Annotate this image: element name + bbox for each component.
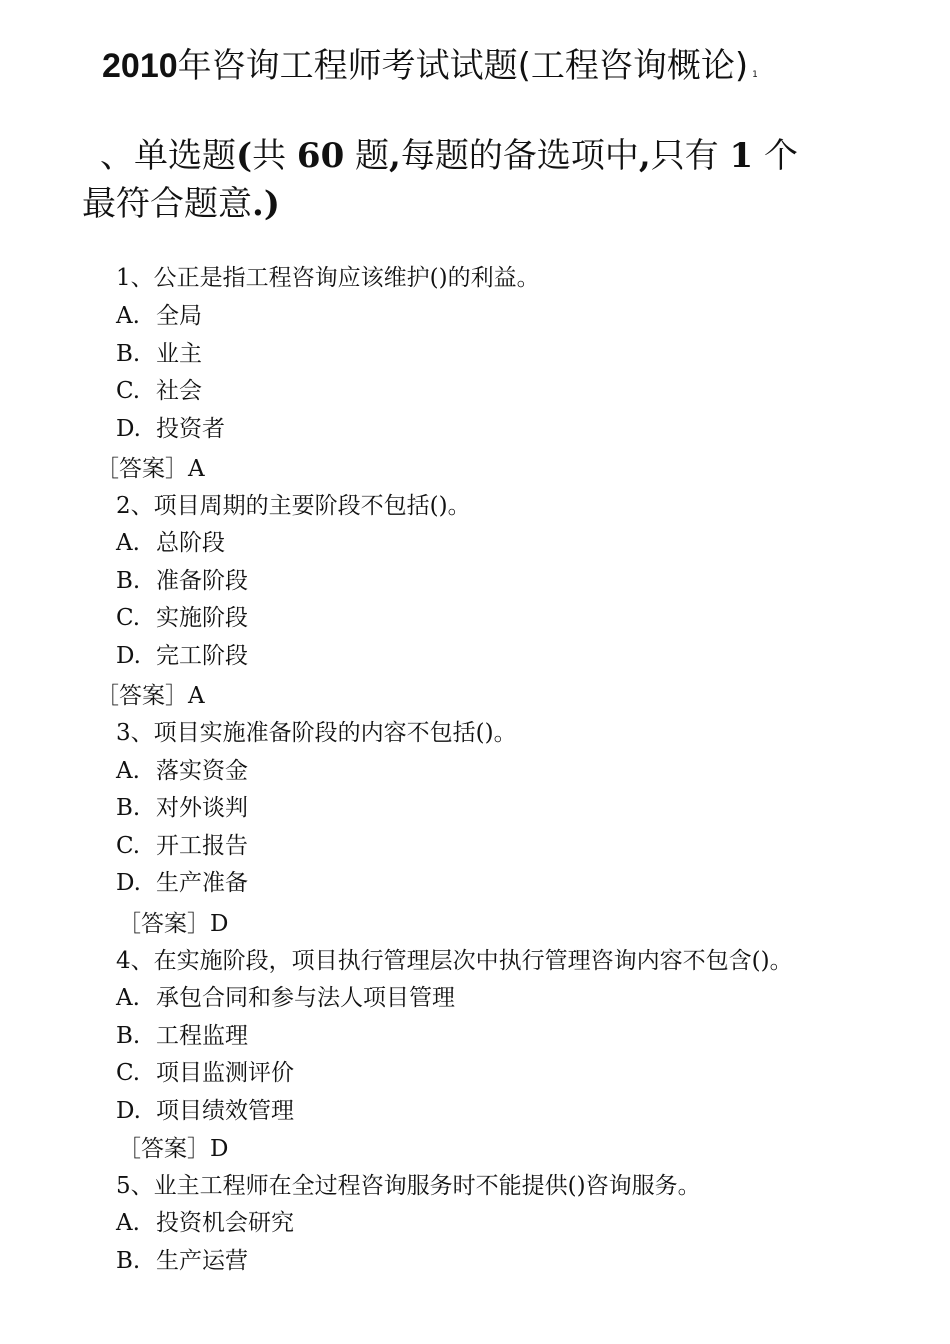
- option-text: 投资者: [156, 416, 225, 442]
- option-letter: C.: [116, 378, 141, 404]
- option-item: [116, 376, 202, 406]
- title-year: 2010: [102, 47, 178, 85]
- option-letter: B.: [116, 568, 141, 594]
- option-item: [116, 641, 248, 671]
- option-letter: C.: [116, 833, 141, 859]
- section-comma-2: ,: [638, 136, 651, 176]
- option-item: [116, 1096, 294, 1126]
- option-text: 生产准备: [156, 870, 248, 896]
- option-letter: D.: [116, 870, 141, 896]
- option-item: [116, 868, 248, 898]
- option-item: [116, 414, 225, 444]
- section-text-3: 每题的备选项中: [400, 136, 639, 176]
- option-item: [116, 339, 202, 369]
- option-item: [116, 831, 248, 861]
- option-letter: A.: [116, 530, 140, 556]
- section-text-4: 只有: [650, 136, 730, 176]
- option-letter: B.: [116, 795, 141, 821]
- option-text: 业主: [156, 341, 202, 367]
- option-letter: D.: [116, 643, 141, 669]
- option-letter: A.: [116, 303, 140, 329]
- section-paren-close: .): [252, 184, 280, 224]
- question-stem: 3、项目实施准备阶段的内容不包括()。: [116, 720, 517, 746]
- option-text: 工程监理: [156, 1023, 248, 1049]
- option-letter: C.: [116, 605, 141, 631]
- option-letter: B.: [116, 341, 141, 367]
- section-comma-1: ,: [389, 136, 401, 176]
- option-item: [116, 603, 248, 633]
- option-item: [116, 1058, 294, 1088]
- question-stem: 5、业主工程师在全过程咨询服务时不能提供()咨询服务。: [116, 1173, 701, 1199]
- option-letter: B.: [116, 1248, 141, 1274]
- option-item: [116, 566, 248, 596]
- option-item: [116, 1246, 248, 1276]
- question-stem: 2、项目周期的主要阶段不包括()。: [116, 493, 471, 519]
- title-text: 年咨询工程师考试试题(工程咨询概论): [177, 46, 749, 86]
- section-one: 1: [729, 136, 754, 176]
- answer-line: ［答案］D: [118, 1136, 229, 1162]
- option-letter: A.: [116, 1210, 140, 1236]
- option-item: [116, 1021, 248, 1051]
- option-letter: B.: [116, 1023, 141, 1049]
- option-letter: C.: [116, 1060, 141, 1086]
- option-text: 生产运营: [156, 1248, 248, 1274]
- option-text: 投资机会研究: [156, 1210, 294, 1236]
- section-heading: [82, 132, 872, 228]
- option-text: 准备阶段: [156, 568, 248, 594]
- option-item: [116, 1208, 294, 1238]
- document-title: [102, 40, 902, 101]
- section-text-2: 题: [344, 136, 390, 176]
- answer-line: ［答案］A: [96, 456, 205, 482]
- section-text-5: 个: [753, 136, 799, 176]
- option-text: 完工阶段: [156, 643, 248, 669]
- section-paren-open: (: [236, 136, 253, 176]
- option-text: 社会: [156, 378, 202, 404]
- answer-line: ［答案］D: [118, 911, 229, 937]
- option-text: 开工报告: [156, 833, 248, 859]
- question-stem: 4、在实施阶段，项目执行管理层次中执行管理咨询内容不包含()。: [116, 948, 793, 974]
- section-count: 60: [296, 136, 345, 176]
- option-text: 实施阶段: [156, 605, 248, 631]
- section-text-1: 共: [252, 136, 297, 176]
- section-lead: 、单选题: [100, 136, 236, 176]
- option-letter: A.: [116, 758, 140, 784]
- option-item: [116, 301, 202, 331]
- option-letter: D.: [116, 416, 141, 442]
- option-letter: A.: [116, 985, 140, 1011]
- option-text: 承包合同和参与法人项目管理: [156, 985, 455, 1011]
- option-item: [116, 793, 248, 823]
- option-item: [116, 528, 225, 558]
- option-item: [116, 983, 455, 1013]
- option-letter: D.: [116, 1098, 141, 1124]
- section-text-6: 最符合题意: [82, 184, 252, 224]
- option-text: 全局: [156, 303, 202, 329]
- answer-line: ［答案］A: [96, 683, 205, 709]
- page-mark: 1: [752, 70, 758, 80]
- option-text: 项目监测评价: [156, 1060, 294, 1086]
- option-text: 总阶段: [156, 530, 225, 556]
- option-text: 项目绩效管理: [156, 1098, 294, 1124]
- option-text: 落实资金: [156, 758, 248, 784]
- option-item: [116, 756, 248, 786]
- option-text: 对外谈判: [156, 795, 248, 821]
- question-stem: 1、公正是指工程咨询应该维护()的利益。: [116, 265, 540, 291]
